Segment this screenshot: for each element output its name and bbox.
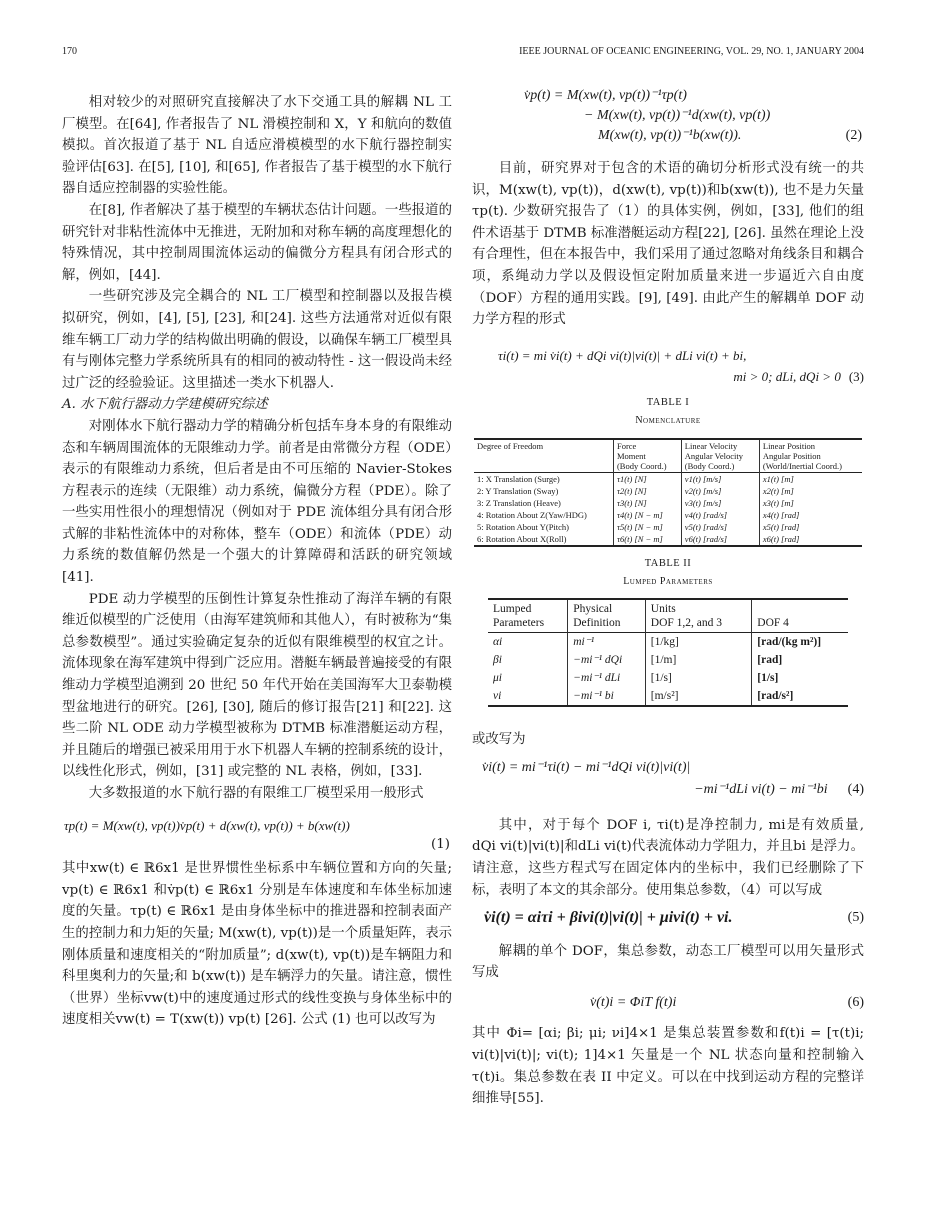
table-header-row: [474, 439, 862, 473]
table-header: Linear Position Angular Position (World/Inertial Coord.): [759, 439, 862, 473]
table-header: Linear Velocity Angular Velocity (Body Coord.): [681, 439, 759, 473]
paragraph: 其中，对于每个 DOF i, τi(t)是净控制力, mi是有效质量, dQi vi(t)|vi(t)|和dLi vi(t)代表流体动力学阻力，并且bi 是浮力。请注意，这些方程式写在固定体内的坐标中，我们已经删除了下标，表明了本文的其余部分。使用集总参数，（4）可以写成: [472, 817, 864, 898]
paragraph: 对刚体水下航行器动力学的精确分析包括车身本身的有限维动态和车辆周围流体的无限维动力学。前者是由常微分方程（ODE）表示的有限维动力系统，但后者是由不可压缩的 Navier-Stokes 方程表示的连续（无限维）动力系统，偏微分方程（PDE）。除了一些实用性很小的理想情况（例如对于 PDE 流体组分具有闭合形式解的非粘性流体中的对称体，整车（ODE）和流体（PDE）动力系统的数值解仍然是一个强大的计算障碍和活跃的研究领域[41].: [62, 418, 452, 586]
section-heading: A. 水下航行器动力学建模研究综述: [62, 397, 268, 413]
table-1-caption: TABLE I: [646, 396, 690, 408]
table-row: αi mi⁻¹ [1/kg] [rad/(kg m²)]: [488, 633, 848, 652]
paragraph: 目前，研究界对于包含的术语的确切分析形式没有统一的共识，M(xw(t), vp(t))，d(xw(t), vp(t))和b(xw(t)), 也不是力矢量 τp(t). 少数研究报告了（1）的具体实例，例如，[33], 他们的组件术语基于 DTMB 标准潜艇运动方程[22], [26]. 虽然在理论上没有合理性，但在本报告中，我们采用了通过忽略对角线条目和耦合项，系绳动力学以及假设恒定附加质量来进一步逼近六自由度（DOF）方程的通用实践。[9], [49]. 由此产生的解耦单 DOF 动力学方程的形式: [472, 161, 864, 328]
equation-line: v̇i(t) = αiτi + βivi(t)|vi(t)| + μivi(t) + νi.: [484, 909, 733, 927]
equation-2: [524, 86, 864, 146]
nomenclature-table: [474, 438, 862, 547]
table-row: νi −mi⁻¹ bi [m/s²] [rad/s²]: [488, 687, 848, 706]
running-header: IEEE JOURNAL OF OCEANIC ENGINEERING, VOL. 29, NO. 1, JANUARY 2004: [519, 46, 864, 57]
equation-line: mi > 0; dLi, dQi > 0: [733, 369, 841, 385]
equation-row: [498, 366, 864, 388]
equation-4: [482, 757, 864, 801]
table-header: Units DOF 1,2, and 3: [645, 599, 751, 633]
table-row: 1: X Translation (Surge) τ1(t) [N] v1(t) [m/s] x1(t) [m]: [474, 472, 862, 485]
equation-line: v̇i(t) = mi⁻¹τi(t) − mi⁻¹dQi vi(t)|vi(t)|: [482, 759, 691, 775]
equation-line: v̇p(t) = M(xw(t), vp(t))⁻¹τp(t): [524, 88, 687, 103]
equation-number: (2): [845, 128, 862, 143]
table-row: 4: Rotation About Z(Yaw/HDG) τ4(t) [N − m] v4(t) [rad/s] x4(t) [rad]: [474, 509, 862, 521]
table-header: Physical Definition: [568, 599, 646, 633]
table-row: βi −mi⁻¹ dQi [1/m] [rad]: [488, 651, 848, 669]
page-number: 170: [62, 46, 77, 57]
right-column: [472, 86, 864, 1110]
equation-3: [498, 345, 864, 388]
table-header: DOF 4: [752, 599, 848, 633]
equation-number: (5): [847, 910, 864, 926]
paragraph: 大多数报道的水下航行器的有限维工厂模型采用一般形式: [88, 786, 424, 801]
paragraph: 相对较少的对照研究直接解决了水下交通工具的解耦 NL 工厂模型。在[64], 作者报告了 NL 滑模控制和 X，Y 和航向的数值模拟。首次报道了基于 NL 自适应滑模模型的水下航行器控制实验评估[63]. 在[5], [10], 和[65], 作者报告了基于模型的水下航行器自适应控制器的实验性能。: [62, 95, 452, 197]
table-row: μi −mi⁻¹ dLi [1/s] [1/s]: [488, 669, 848, 687]
equation-line: − M(xw(t), vp(t))⁻¹d(xw(t), vp(t)): [584, 108, 771, 123]
paragraph: 或改写为: [472, 732, 526, 748]
table-header-row: [488, 599, 848, 633]
equation-line: τi(t) = mi v̇i(t) + dQi vi(t)|vi(t)| + dLi vi(t) + bi,: [498, 347, 747, 363]
paragraph: 在[8], 作者解决了基于模型的车辆状态估计问题。一些报道的研究针对非粘性流体中无推进，无附加和对称车辆的高度理想化的特殊情况，其中控制周围流体运动的偏微分方程具有闭合形式的解，例如，[44].: [62, 202, 452, 283]
equation-line: M(xw(t), vp(t))⁻¹b(xw(t)).: [598, 128, 742, 143]
equation-line: −mi⁻¹dLi vi(t) − mi⁻¹bi: [694, 781, 828, 797]
lumped-parameters-table: [488, 598, 848, 707]
table-2-subtitle: Lumped Parameters: [623, 575, 713, 587]
paragraph: 一些研究涉及完全耦合的 NL 工厂模型和控制器以及报告模拟研究，例如，[4], [5], [23], 和[24]. 这些方法通常对近似有限维车辆工厂动力学的结构做出明确的假设，以确保车辆工厂模型具有与刚体完整力学系统所具有的相同的被动特性 - 这一假设尚未经过广泛的经验验证。这里描述一类水下机器人.: [62, 289, 452, 391]
equation-number: (1): [431, 837, 450, 853]
equation-number: (3): [848, 369, 864, 385]
paragraph: 其中 Φi= [αi; βi; μi; νi]4×1 是集总装置参数和f(t)i = [τ(t)i; vi(t)|vi(t)|; vi(t); 1]4×1 矢量是一个 NL 状态向量和控制输入τ(t)i。集总参数在表 II 中定义。可以在中找到运动方程的完整详细推导[55].: [472, 1026, 864, 1107]
equation-5: [484, 907, 864, 929]
paragraph: PDE 动力学模型的压倒性计算复杂性推动了海洋车辆的有限维近似模型的广泛使用（由海军建筑师和其他人），有时被称为“集总参数模型”。通过实验确定复杂的近似有限维模型的权宜之计。流体现象在海军建筑中得到广泛应用。潜艇车辆最普遍接受的有限维动力学模型追溯到 20 世纪 50 年代开始在美国海军大卫泰勒模型盆地进行的研究。[26], [30], 随后的修订报告[21] 和[22]. 这些二阶 NL ODE 动力学模型被称为 DTMB 标准潜艇运动方程，并且随后的增强已被采用用于水下机器人车辆的控制系统的设计，以线性化形式，例如，[31] 或完整的 NL 表格，例如，[33].: [62, 591, 452, 780]
paragraph: 其中xw(t) ∈ ℝ6x1 是世界惯性坐标系中车辆位置和方向的矢量; vp(t) ∈ ℝ6x1 和v̇p(t) ∈ ℝ6x1 分别是车体速度和车体坐标加速度的矢量。τp(t) ∈ ℝ6x1 是由身体坐标中的推进器和控制表面产生的控制力和力矩的矢量; M(xw(t), vp(t))是一个质量矩阵，表示刚体质量和速度相关的“附加质量”; d(xw(t), vp(t))是车辆阻力和科里奥利力的矢量;和 b(xw(t)) 是车辆浮力的矢量。请注意，惯性（世界）坐标vw(t)中的速度通过形式的线性变换与身体坐标中的速度相关vw(t) = T(xw(t)) vp(t) [26]. 公式 (1) 也可以改写为: [62, 861, 452, 1028]
paragraph: 解耦的单个 DOF，集总参数，动态工厂模型可以用矢量形式写成: [472, 943, 864, 981]
table-header: Force Moment (Body Coord.): [613, 439, 681, 473]
table-header: Degree of Freedom: [477, 440, 544, 451]
table-row: 6: Rotation About X(Roll) τ6(t) [N − m] v6(t) [rad/s] x6(t) [rad]: [474, 533, 862, 546]
equation-row: [524, 126, 864, 146]
equation-line: v̇(t)i = ΦiT f(t)i: [590, 994, 677, 1010]
equation-1: τp(t) = M(xw(t), vp(t))v̇p(t) + d(xw(t), vp(t)) + b(xw(t)): [64, 817, 350, 833]
left-column: [62, 92, 452, 1031]
table-2-caption: TABLE II: [644, 557, 692, 569]
equation-number: (4): [847, 781, 864, 797]
equation-number: (6): [847, 994, 864, 1010]
table-row: 5: Rotation About Y(Pitch) τ5(t) [N − m] v5(t) [rad/s] x5(t) [rad]: [474, 521, 862, 533]
table-row: 2: Y Translation (Sway) τ2(t) [N] v2(t) [m/s] x2(t) [m]: [474, 485, 862, 497]
equation-6: [472, 992, 864, 1014]
table-header: Lumped Parameters: [493, 603, 545, 630]
equation-row: [482, 779, 864, 801]
table-1-subtitle: Nomenclature: [635, 414, 701, 426]
table-row: 3: Z Translation (Heave) τ3(t) [N] v3(t) [m/s] x3(t) [m]: [474, 497, 862, 509]
